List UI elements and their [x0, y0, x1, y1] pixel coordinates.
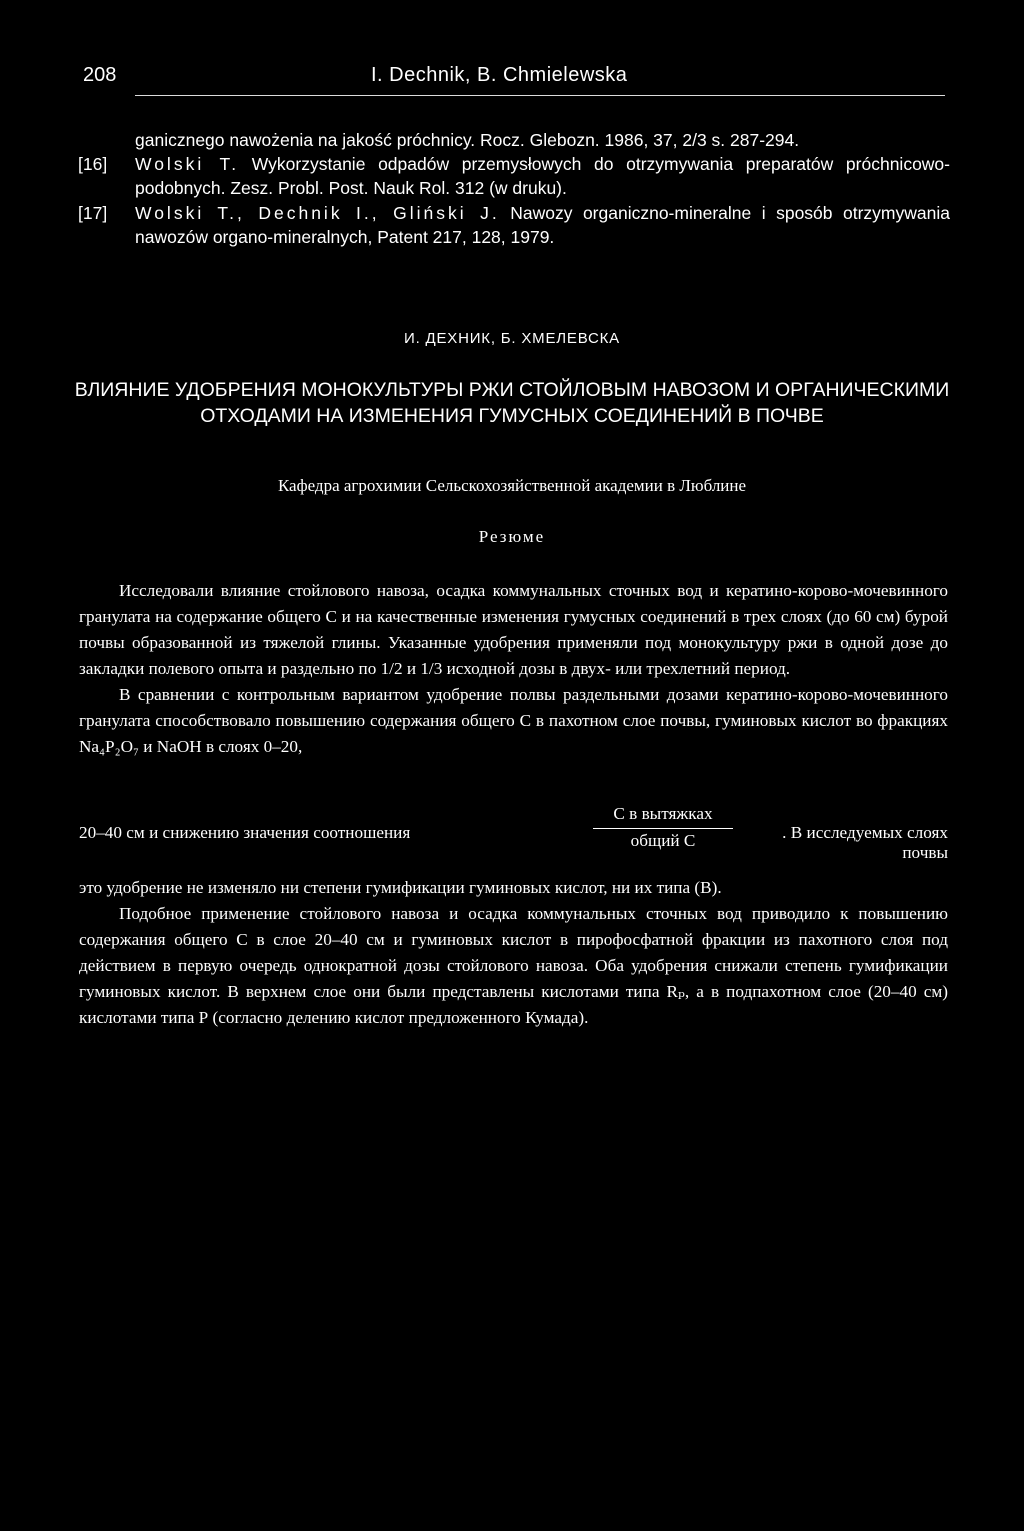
- paragraph: В сравнении с контрольным вариантом удобрение полвы раздельными дозами кератино-корово-мочевинного гранулата способствовало повышению содержания общего С в пахотном слое почвы, гуминовых кислот во фракциях Na₄P₂O₇ и NaOH в слоях 0–20,: [79, 685, 948, 756]
- summary-title: ВЛИЯНИЕ УДОБРЕНИЯ МОНОКУЛЬТУРЫ РЖИ СТОЙЛОВЫМ НАВОЗОМ И ОРГАНИЧЕСКИМИ ОТХОДАМИ НА ИЗМЕНЕНИЯ ГУМУСНЫХ СОЕДИНЕНИЙ В ПОЧВЕ: [74, 379, 950, 427]
- fraction-denominator: общий С: [630, 831, 696, 850]
- running-head-authors: I. Dechnik, B. Chmielewska: [371, 64, 628, 86]
- affiliation: Кафедра агрохимии Сельскохозяйственной академии в Люблине: [277, 476, 747, 495]
- formula-lead-text: 20–40 см и снижению значения соотношения: [79, 823, 411, 842]
- reference-list: [78, 128, 950, 249]
- page-number: 208: [83, 64, 117, 86]
- header-rule: [135, 95, 945, 96]
- reference-author: Wolski T., Dechnik I., Gliński J.: [135, 202, 500, 223]
- fraction-bar: [593, 828, 733, 829]
- fraction-numerator: С в вытяжках: [613, 804, 713, 823]
- reference-text: Wykorzystanie odpadów przemysłowych do otrzymywania preparatów próchnicowo-podobnych. Zesz. Probl. Post. Nauk Rol. 312 (w druku).: [135, 154, 950, 199]
- summary-authors: И. ДЕХНИК, Б. ХМЕЛЕВСКА: [404, 330, 620, 347]
- summary-heading: Резюме: [478, 527, 546, 546]
- summary-body-top: [79, 578, 948, 760]
- reference-author: Wolski T.: [135, 154, 240, 175]
- paragraph: Подобное применение стойлового навоза и осадка коммунальных сточных вод приводило к повышению содержания общего С в слое 20–40 см и гуминовых кислот в пирофосфатной фракции из пахотного слоя под действием в первую очередь однократной дозы стойлового навоза. Оба удобрения снижали степень гумификации гуминовых кислот. В верхнем слое они были представлены кислотами типа Rₚ, а в подпахотном слое (20–40 см) кислотами типа Р (согласно делению кислот предложенного Кумада).: [79, 904, 948, 1027]
- page-header: [83, 62, 945, 98]
- reference-item: [78, 201, 950, 249]
- reference-text: Nawozy organiczno-mineralne i sposób otrzymywania nawozów organo-mineralnych, Patent 217, 128, 1979.: [135, 202, 950, 247]
- summary-body-bottom: [79, 875, 948, 1031]
- paragraph: это удобрение не изменяло ни степени гумификации гуминовых кислот, ни их типа (В).: [79, 878, 722, 897]
- reference-continuation: [78, 128, 950, 152]
- paragraph: Исследовали влияние стойлового навоза, осадка коммунальных сточных вод и кератино-корово-мочевинного гранулата на содержание общего С и на качественные изменения гумусных соединений в трех слоях (до 60 см) бурой почвы образованной из тяжелой глины. Указанные удобрения применяли под монокультуру ржи в одной дозе до закладки полевого опыта и раздельно по 1/2 и 1/3 исходной дозы в двух- или трехлетний период.: [79, 581, 948, 678]
- ratio-formula-line: [79, 804, 948, 862]
- formula-trail-text: . В исследуемых слоях почвы: [782, 823, 948, 862]
- reference-text: ganicznego nawożenia na jakość próchnicy. Rocz. Glebozn. 1986, 37, 2/3 s. 287-294.: [135, 130, 800, 150]
- fraction: [593, 804, 733, 851]
- reference-number: [17]: [78, 202, 108, 223]
- reference-item: [78, 152, 950, 200]
- reference-number: [16]: [78, 154, 108, 175]
